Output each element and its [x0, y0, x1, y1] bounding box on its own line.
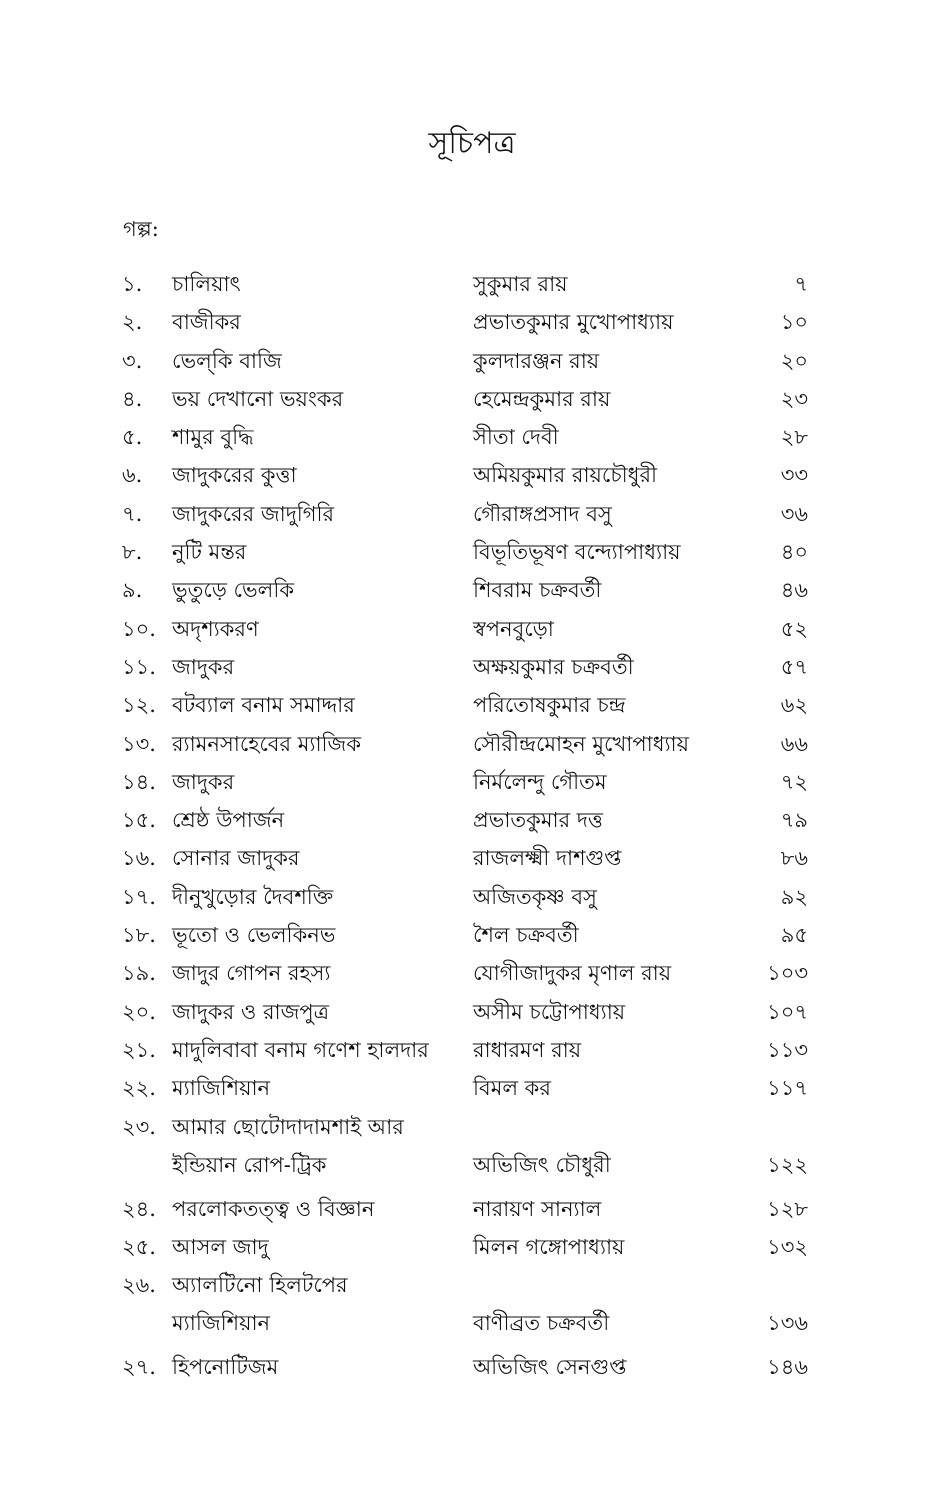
toc-entry [120, 726, 820, 764]
entry-author: সীতা দেবী [473, 425, 559, 450]
entry-page-number: ১১৭ [767, 1076, 808, 1101]
entry-page-number: ১৩২ [767, 1234, 808, 1259]
entry-title: মাদুলিবাবা বনাম গণেশ হালদার [172, 1037, 429, 1062]
entry-number: ২৩. [122, 1114, 156, 1139]
toc-entry [120, 266, 820, 304]
entry-number: ৮. [122, 540, 143, 565]
entry-title: জাদুকর ও রাজপুত্র [172, 999, 330, 1024]
entry-author: নির্মলেন্দু গৌতম [473, 769, 607, 794]
toc-entry [120, 1191, 820, 1229]
entry-title: বাজীকর [172, 310, 241, 335]
entry-number: ১. [122, 272, 143, 296]
entry-number: ৫. [122, 425, 143, 450]
toc-entry [120, 802, 820, 840]
toc-entry [120, 1229, 820, 1267]
entry-page-number: ১১৩ [767, 1037, 808, 1062]
entry-number: ৭. [122, 501, 143, 526]
toc-entry [120, 879, 820, 917]
entry-page-number: ১০৩ [767, 961, 808, 986]
toc-entry [120, 304, 820, 342]
entry-page-number: ১০ [780, 310, 808, 335]
entry-number: ২৪. [122, 1196, 156, 1221]
entry-number: ১৬. [122, 846, 156, 871]
toc-entry [120, 1349, 820, 1387]
entry-title: ভয় দেখানো ভয়ংকর [172, 386, 344, 411]
table-of-contents [120, 266, 820, 1387]
entry-author: প্রভাতকুমার দত্ত [473, 808, 603, 833]
entry-title: ভুতুড়ে ভেলকি [172, 578, 295, 603]
entry-number: ৪. [122, 386, 143, 411]
entry-author: যোগীজাদুকর মৃণাল রায় [473, 961, 672, 986]
entry-title: অ্যালটিনো হিলটপের [172, 1273, 348, 1298]
entry-page-number: ১২২ [767, 1152, 808, 1177]
entry-author: সৌরীন্দ্রমোহন মুখোপাধ্যায় [473, 731, 690, 756]
entry-page-number: ৩৩ [780, 463, 808, 488]
entry-page-number: ৪৬ [780, 578, 808, 603]
entry-author: অসীম চট্টোপাধ্যায় [473, 999, 626, 1024]
entry-page-number: ৫২ [780, 616, 808, 641]
entry-page-number: ৫৭ [780, 654, 808, 679]
toc-entry [120, 1267, 820, 1349]
entry-number: ১৯. [122, 961, 156, 986]
entry-page-number: ২৮ [780, 425, 808, 450]
entry-title: চালিয়াৎ [172, 272, 241, 296]
entry-title: দীনুখুড়োর দৈবশক্তি [172, 884, 334, 909]
toc-entry [120, 1070, 820, 1108]
entry-page-number: ৬২ [780, 693, 808, 718]
entry-author: সুকুমার রায় [473, 272, 568, 296]
entry-page-number: ৮৬ [780, 846, 808, 871]
toc-entry [120, 496, 820, 534]
entry-page-number: ৭৯ [780, 808, 808, 833]
entry-author: অমিয়কুমার রায়চৌধুরী [473, 463, 658, 488]
toc-entry [120, 381, 820, 419]
entry-number: ৯. [122, 578, 143, 603]
entry-number: ১০. [122, 616, 156, 641]
entry-page-number: ২৩ [780, 386, 808, 411]
entry-page-number: ৯৫ [780, 923, 808, 948]
entry-author: হেমেন্দ্রকুমার রায় [473, 386, 611, 411]
entry-author: অক্ষয়কুমার চক্রবর্তী [473, 654, 634, 679]
entry-author: নারায়ণ সান্যাল [473, 1196, 602, 1221]
entry-title: ম্যাজিশিয়ান [172, 1076, 271, 1101]
toc-entry [120, 955, 820, 993]
toc-entry [120, 764, 820, 802]
entry-page-number: ৪০ [780, 540, 808, 565]
entry-author: বাণীব্রত চক্রবর্তী [473, 1311, 610, 1336]
toc-entry [120, 419, 820, 457]
toc-entry [120, 343, 820, 381]
entry-page-number: ৩৬ [780, 501, 808, 526]
toc-entry [120, 1109, 820, 1191]
entry-title: শ্রেষ্ঠ উপার্জন [172, 808, 285, 833]
entry-number: ১৪. [122, 769, 156, 794]
entry-title: ভূতো ও ভেলকিনভ [172, 923, 336, 948]
entry-page-number: ৯২ [780, 884, 808, 909]
section-label: গল্প: [123, 217, 159, 241]
entry-number: ১৮. [122, 923, 156, 948]
entry-author: স্বপনবুড়ো [473, 616, 554, 641]
entry-title: নুটি মন্তর [172, 540, 247, 565]
entry-number: ১৫. [122, 808, 156, 833]
entry-author: বিমল কর [473, 1076, 551, 1101]
entry-page-number: ৭২ [780, 769, 808, 794]
entry-number: ৩. [122, 348, 143, 373]
entry-number: ২১. [122, 1037, 156, 1062]
entry-number: ৬. [122, 463, 143, 488]
entry-title: জাদুকর [172, 654, 235, 679]
entry-page-number: ১৩৬ [767, 1311, 808, 1336]
entry-author: কুলদারঞ্জন রায় [473, 348, 600, 373]
entry-author: পরিতোষকুমার চন্দ্র [473, 693, 626, 718]
entry-title: জাদুর গোপন রহস্য [172, 961, 331, 986]
entry-page-number: ১৪৬ [767, 1355, 808, 1380]
entry-author: শৈল চক্রবর্তী [473, 923, 579, 948]
entry-title: সোনার জাদুকর [172, 846, 300, 871]
entry-title: আমার ছোটোদাদামশাই আর [172, 1114, 404, 1139]
toc-entry [120, 611, 820, 649]
entry-number: ২২. [122, 1076, 156, 1101]
entry-author: মিলন গঙ্গোপাধ্যায় [473, 1234, 625, 1259]
entry-number: ২৫. [122, 1234, 156, 1259]
entry-title: শামুর বুদ্ধি [172, 425, 254, 450]
entry-title: জাদুকরের জাদুগিরি [172, 501, 335, 526]
toc-entry [120, 917, 820, 955]
entry-number: ২৭. [122, 1355, 156, 1380]
page-title: সূচিপত্র [428, 126, 516, 161]
entry-author: রাজলক্ষ্মী দাশগুপ্ত [473, 846, 622, 871]
entry-number: ২০. [122, 999, 156, 1024]
entry-page-number: ১০৭ [767, 999, 808, 1024]
entry-author: অজিতকৃষ্ণ বসু [473, 884, 597, 909]
entry-title: পরলোকতত্ত্ব ও বিজ্ঞান [172, 1196, 375, 1221]
entry-title-line2: ইন্ডিয়ান রোপ-ট্রিক [172, 1152, 327, 1177]
toc-entry [120, 840, 820, 878]
entry-number: ২৬. [122, 1273, 156, 1298]
entry-page-number: ১২৮ [767, 1196, 808, 1221]
entry-page-number: ৬৬ [780, 731, 808, 756]
entry-author: শিবরাম চক্রবর্তী [473, 578, 602, 603]
entry-number: ১১. [122, 654, 156, 679]
entry-title: হিপনোটিজম [172, 1355, 279, 1380]
toc-entry [120, 687, 820, 725]
entry-author: প্রভাতকুমার মুখোপাধ্যায় [473, 310, 674, 335]
entry-title: র‍্যামনসাহেবের ম্যাজিক [172, 731, 362, 756]
toc-entry [120, 457, 820, 495]
entry-page-number: ৭ [794, 272, 808, 296]
entry-title: অদৃশ্যকরণ [172, 616, 259, 641]
toc-entry [120, 1032, 820, 1070]
entry-author: গৌরাঙ্গপ্রসাদ বসু [473, 501, 612, 526]
entry-number: ১২. [122, 693, 156, 718]
entry-title: জাদুকরের কুত্তা [172, 463, 297, 488]
entry-title: আসল জাদু [172, 1234, 269, 1259]
entry-title: জাদুকর [172, 769, 235, 794]
entry-author: অভিজিৎ সেনগুপ্ত [473, 1355, 627, 1380]
entry-author: রাধারমণ রায় [473, 1037, 582, 1062]
entry-title-line2: ম্যাজিশিয়ান [172, 1311, 271, 1336]
entry-author: বিভূতিভূষণ বন্দ্যোপাধ্যায় [473, 540, 681, 565]
toc-entry [120, 994, 820, 1032]
entry-title: বটব্যাল বনাম সমাদ্দার [172, 693, 355, 718]
toc-entry [120, 534, 820, 572]
toc-entry [120, 649, 820, 687]
toc-entry [120, 572, 820, 610]
entry-number: ২. [122, 310, 143, 335]
entry-author: অভিজিৎ চৌধুরী [473, 1152, 611, 1177]
entry-number: ১৭. [122, 884, 156, 909]
entry-title: ভেল্‌কি বাজি [172, 348, 282, 373]
entry-page-number: ২০ [780, 348, 808, 373]
entry-number: ১৩. [122, 731, 156, 756]
